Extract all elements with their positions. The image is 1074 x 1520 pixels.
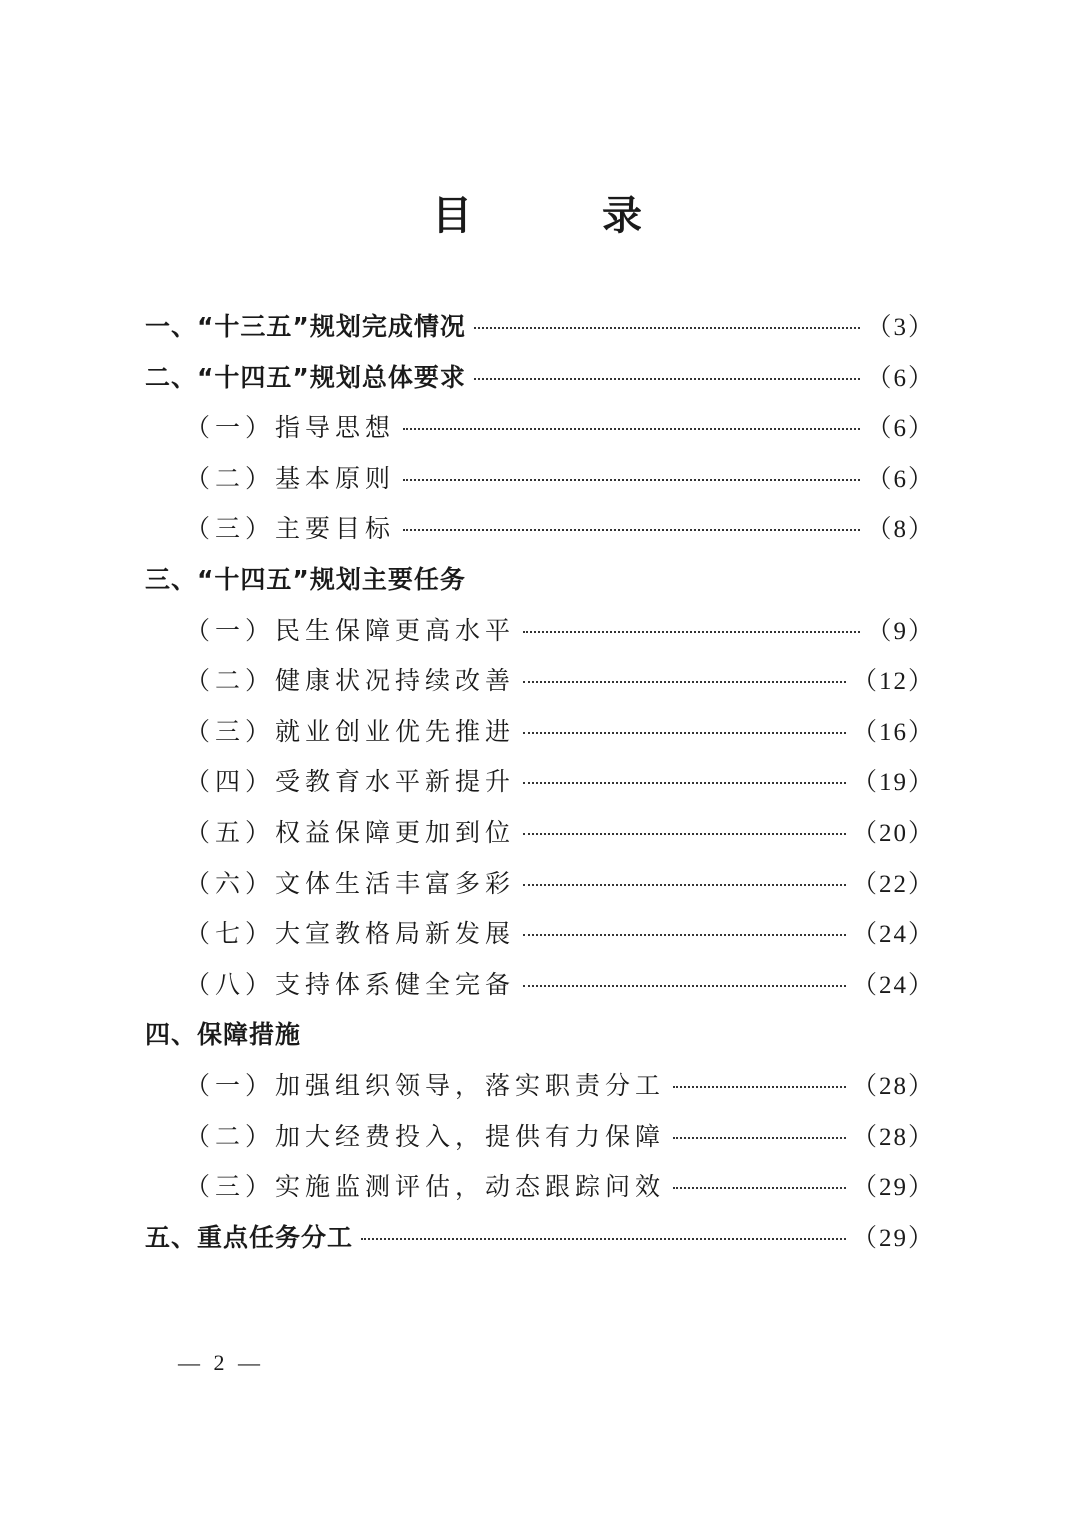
toc-page-number: （3） (866, 314, 935, 341)
toc-page-number: （29） (851, 1224, 935, 1252)
toc-page-number: （29） (851, 1174, 935, 1202)
toc-subsection-entry (145, 1162, 935, 1213)
toc-entry-label: （二）基本原则 (185, 463, 396, 493)
toc-subsection-entry (145, 1061, 935, 1112)
toc-dot-leader (474, 378, 861, 380)
toc-dot-leader (523, 732, 846, 734)
toc-subsection-entry (145, 707, 935, 758)
toc-entry-label: 二、“十四五”规划总体要求 (145, 362, 466, 392)
toc-dot-leader (523, 934, 846, 936)
toc-entry-label: （四）受教育水平新提升 (185, 767, 516, 797)
toc-entry-label: （二）加大经费投入，提供有力保障 (185, 1121, 666, 1151)
toc-dot-leader (361, 1238, 846, 1240)
toc-dot-leader (523, 833, 846, 835)
toc-entry-label: （八）支持体系健全完备 (185, 969, 516, 999)
toc-dot-leader (403, 529, 860, 531)
toc-entry-label: （一）加强组织领导，落实职责分工 (185, 1070, 666, 1100)
toc-subsection-entry (145, 1112, 935, 1163)
toc-entry-label: （六）文体生活丰富多彩 (185, 868, 516, 898)
toc-page-number: （24） (851, 971, 935, 999)
toc-section-entry (145, 555, 935, 606)
toc-entry-label: （三）主要目标 (185, 514, 396, 544)
toc-entry-label: （五）权益保障更加到位 (185, 817, 516, 847)
toc-entry-label: （七）大宣教格局新发展 (185, 919, 516, 949)
page-number: — 2 — (178, 1350, 264, 1375)
toc-page-number: （24） (851, 921, 935, 949)
toc-entry-label: 一、“十三五”规划完成情况 (145, 312, 466, 341)
toc-page-number: （12） (851, 668, 935, 696)
toc-subsection-entry (145, 504, 935, 555)
toc-subsection-entry (145, 859, 935, 910)
toc-entry-label: （三）就业创业优先推进 (185, 716, 516, 746)
toc-page-number: （16） (851, 718, 935, 746)
toc-entry-label: （一）民生保障更高水平 (185, 615, 516, 645)
toc-subsection-entry (145, 808, 935, 859)
toc-dot-leader (474, 327, 861, 329)
toc-dot-leader (673, 1086, 846, 1088)
toc-page-number: （28） (851, 1072, 935, 1100)
toc-subsection-entry (145, 454, 935, 505)
toc-page-number: （9） (866, 617, 935, 645)
toc-dot-leader (673, 1137, 846, 1139)
toc-entry-label: （三）实施监测评估，动态跟踪问效 (185, 1172, 666, 1202)
toc-dot-leader (523, 631, 860, 633)
toc-subsection-entry (145, 656, 935, 707)
toc-entry-label: 四、保障措施 (145, 1020, 302, 1050)
table-of-contents (145, 302, 935, 1263)
toc-page-number: （28） (851, 1123, 935, 1151)
toc-entry-label: （二）健康状况持续改善 (185, 666, 516, 696)
toc-entry-label: 五、重点任务分工 (145, 1222, 354, 1252)
toc-page-number: （20） (851, 819, 935, 847)
toc-page-number: （6） (866, 465, 935, 493)
toc-page-number: （22） (851, 870, 935, 898)
page-title: 目 录 (432, 193, 700, 239)
toc-subsection-entry (145, 960, 935, 1011)
toc-dot-leader (673, 1187, 846, 1189)
toc-subsection-entry (145, 606, 935, 657)
toc-dot-leader (403, 428, 860, 430)
toc-page-number: （8） (866, 516, 935, 544)
toc-section-entry (145, 353, 935, 404)
toc-page-number: （6） (866, 364, 935, 392)
toc-dot-leader (523, 985, 846, 987)
toc-section-entry (145, 1213, 935, 1264)
toc-dot-leader (523, 884, 846, 886)
toc-page-number: （19） (851, 769, 935, 797)
toc-section-entry (145, 302, 935, 353)
toc-entry-label: 三、“十四五”规划主要任务 (145, 564, 466, 594)
toc-entry-label: （一）指导思想 (185, 413, 396, 443)
toc-dot-leader (403, 479, 860, 481)
toc-subsection-entry (145, 403, 935, 454)
toc-dot-leader (523, 681, 846, 683)
toc-subsection-entry (145, 757, 935, 808)
toc-section-entry (145, 1010, 935, 1061)
toc-page-number: （6） (866, 415, 935, 443)
toc-subsection-entry (145, 909, 935, 960)
toc-dot-leader (523, 782, 846, 784)
